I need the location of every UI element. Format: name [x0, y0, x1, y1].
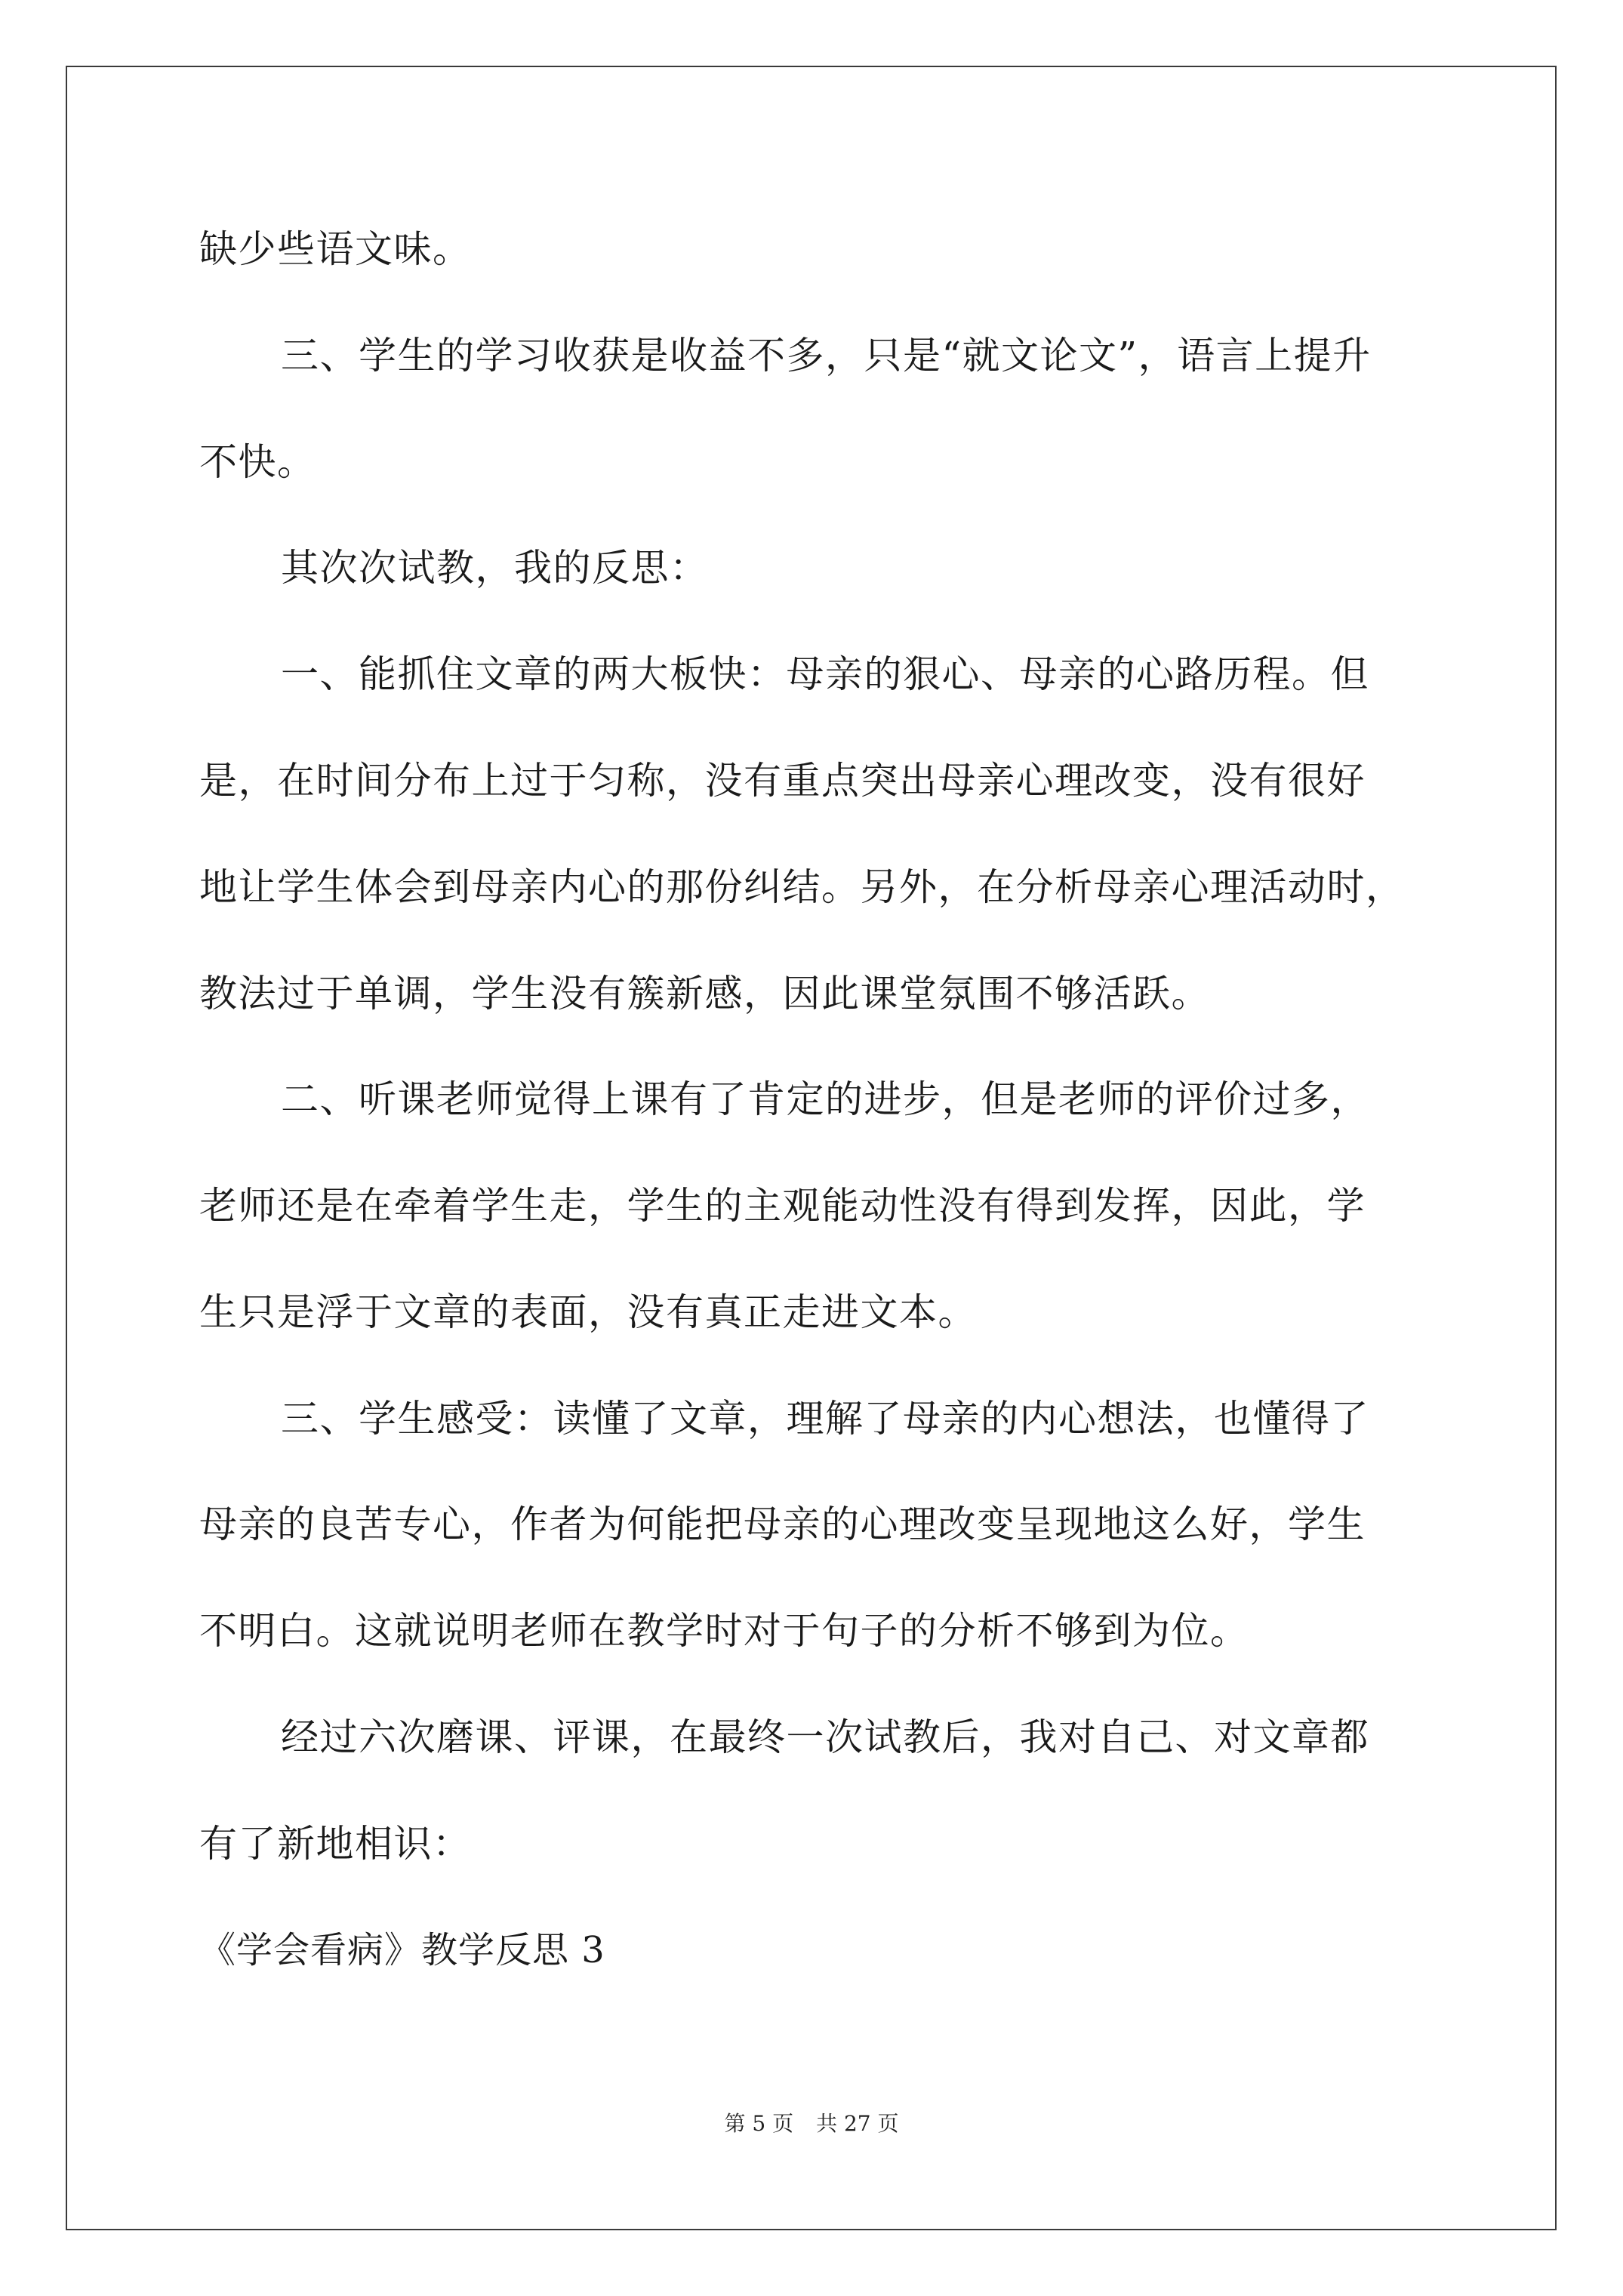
text-line: 缺少些语文味。: [199, 227, 472, 271]
page-footer: [0, 2110, 1623, 2137]
text-line: 不快。: [199, 440, 316, 484]
text-line: 有了新地相识：: [199, 1822, 472, 1866]
text-line: 是，在时间分布上过于匀称，没有重点突出母亲心理改变，没有很好: [199, 759, 1366, 803]
text-line: 教法过于单调，学生没有簇新感，因此课堂氛围不够活跃。: [199, 972, 1210, 1015]
text-line: 母亲的良苦专心，作者为何能把母亲的心理改变呈现地这么好，学生: [199, 1502, 1366, 1546]
text-line: 地让学生体会到母亲内心的那份纠结。另外，在分析母亲心理活动时，: [199, 865, 1405, 909]
page-border: [66, 66, 1557, 2230]
text-line: 二、听课老师觉得上课有了肯定的进步，但是老师的评价过多，: [281, 1077, 1369, 1121]
page-total: 共 27 页: [816, 2111, 899, 2136]
text-line: 三、学生感受：读懂了文章，理解了母亲的内心想法，也懂得了: [281, 1397, 1369, 1441]
text-line: 不明白。这就说明老师在教学时对于句子的分析不够到为位。: [199, 1609, 1249, 1653]
page-number: 第 5 页: [724, 2111, 794, 2136]
text-line: 一、能抓住文章的两大板快：母亲的狠心、母亲的心路历程。但: [281, 652, 1369, 696]
text-line: 老师还是在牵着学生走，学生的主观能动性没有得到发挥，因此，学: [199, 1184, 1366, 1228]
text-line: 经过六次磨课、评课，在最终一次试教后，我对自己、对文章都: [281, 1715, 1369, 1759]
section-heading: 《学会看病》教学反思 3: [199, 1929, 605, 1971]
text-line: 其次次试教，我的反思：: [281, 546, 709, 590]
text-line: 生只是浮于文章的表面，没有真正走进文本。: [199, 1290, 977, 1334]
text-line: 三、学生的学习收获是收益不多，只是“就文论文”，语言上提升: [281, 334, 1372, 378]
